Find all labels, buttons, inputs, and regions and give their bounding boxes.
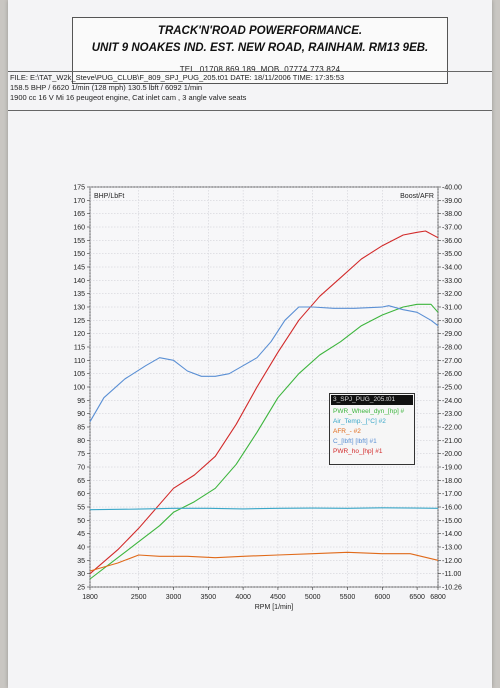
y2-tick-label: -39.00 xyxy=(442,197,462,205)
x-tick-label: 4500 xyxy=(270,594,286,601)
y2-tick-label: -33.00 xyxy=(442,277,462,285)
y2-tick-label: -35.00 xyxy=(442,251,462,259)
y2-tick-label: -20.00 xyxy=(442,451,462,459)
y-tick-label: 35 xyxy=(77,557,85,565)
legend-title: 3_SPJ_PUG_205.t01 xyxy=(331,395,413,405)
y2-tick-label: -22.00 xyxy=(442,424,462,432)
run-engine-line: 1900 cc 16 V Mi 16 peugeot engine, Cat inlet cam , 3 angle valve seats xyxy=(10,93,247,102)
y2-tick-label: -32.00 xyxy=(442,291,462,299)
company-name: TRACK'N'ROAD POWERFORMANCE. xyxy=(157,25,363,37)
y2-tick-label: -21.00 xyxy=(442,437,462,445)
y-tick-label: 45 xyxy=(77,531,85,539)
y2-tick-label: -19.00 xyxy=(442,464,462,472)
y2-tick-label: -38.00 xyxy=(442,211,462,219)
y-tick-label: 55 xyxy=(77,504,85,512)
x-tick-label: 2500 xyxy=(130,594,147,601)
y2-tick-label: -29.00 xyxy=(442,331,462,339)
x-tick-label: 3000 xyxy=(165,594,182,601)
legend-item-afr: AFR_- #2 xyxy=(333,428,361,435)
company-phone: TEL. 01708 869 189. MOB. 07774 773 824 xyxy=(179,65,341,74)
y-tick-label: 40 xyxy=(77,544,85,552)
y-tick-label: 100 xyxy=(73,384,85,392)
y-tick-label: 30 xyxy=(77,571,85,579)
y-tick-label: 125 xyxy=(73,317,85,325)
legend-item-air-temp: Air_Temp._[°C] #2 xyxy=(333,418,386,425)
y-tick-label: 130 xyxy=(73,304,85,312)
legend-item-torque: C_[lbft] [lbft] #1 xyxy=(333,438,377,445)
y-tick-label: 115 xyxy=(73,344,85,352)
y2-tick-label: -17.00 xyxy=(442,491,462,499)
y2-tick-label: -12.00 xyxy=(442,557,462,565)
y2-tick-label: -40.00 xyxy=(442,184,462,192)
y-tick-label: 135 xyxy=(73,291,85,299)
y-tick-label: 110 xyxy=(73,357,85,365)
y-axis-label: BHP/LbFt xyxy=(94,193,125,200)
y-tick-label: 60 xyxy=(77,491,85,499)
y2-tick-label: -15.00 xyxy=(442,517,462,525)
y2-tick-label: -18.00 xyxy=(442,477,462,485)
x-axis-label: RPM [1/min] xyxy=(254,604,294,611)
y-tick-label: 140 xyxy=(73,277,85,285)
y-tick-label: 95 xyxy=(77,397,85,405)
y-tick-label: 165 xyxy=(73,211,85,219)
y-tick-label: 90 xyxy=(77,411,85,419)
y2-tick-label: -30.00 xyxy=(442,317,462,325)
y2-tick-label: -27.00 xyxy=(442,357,462,365)
legend xyxy=(329,393,415,465)
y2-axis-label: Boost/AFR xyxy=(400,193,434,200)
y2-tick-label: -10.26 xyxy=(442,584,462,592)
y-tick-label: 25 xyxy=(77,584,85,592)
y-tick-label: 70 xyxy=(77,464,85,472)
y2-tick-label: -34.00 xyxy=(442,264,462,272)
y-tick-label: 160 xyxy=(73,224,85,232)
y2-tick-label: -11.00 xyxy=(442,571,462,579)
x-tick-label: 6000 xyxy=(374,594,391,601)
x-tick-label: 5500 xyxy=(339,594,356,601)
y2-tick-label: -28.00 xyxy=(442,344,462,352)
y2-tick-label: -25.00 xyxy=(442,384,462,392)
y2-tick-label: -16.00 xyxy=(442,504,462,512)
run-result-line: 158.5 BHP / 6620 1/min (128 mph) 130.5 lbft / 6092 1/min xyxy=(10,83,203,92)
y-tick-label: 155 xyxy=(73,237,85,245)
y-tick-label: 120 xyxy=(73,331,85,339)
y2-tick-label: -31.00 xyxy=(442,304,462,312)
y2-tick-label: -36.00 xyxy=(442,237,462,245)
company-address: UNIT 9 NOAKES IND. EST. NEW ROAD, RAINHAM. RM13 9EB. xyxy=(91,42,429,54)
y-tick-label: 75 xyxy=(77,451,85,459)
y-tick-label: 85 xyxy=(77,424,85,432)
run-file-line: FILE: E:\TAT_W2k_Steve\PUG_CLUB\F_809_SPJ_PUG_205.t01 DATE: 18/11/2006 TIME: 17:35:53 xyxy=(10,73,345,82)
legend-item-wheel-power: PWR_Wheel_dyn_[hp] # xyxy=(333,408,405,415)
y-tick-label: 150 xyxy=(73,251,85,259)
y-tick-label: 170 xyxy=(73,197,85,205)
y-tick-label: 175 xyxy=(73,184,85,192)
y2-tick-label: -37.00 xyxy=(442,224,462,232)
x-tick-label: 4000 xyxy=(235,594,251,601)
y2-tick-label: -23.00 xyxy=(442,411,462,419)
y-tick-label: 80 xyxy=(77,437,85,445)
y2-tick-label: -13.00 xyxy=(442,544,462,552)
x-tick-label: 6800 xyxy=(430,594,446,601)
y-tick-label: 145 xyxy=(73,264,85,272)
x-tick-label: 5000 xyxy=(304,594,321,601)
y-tick-label: 105 xyxy=(73,371,85,379)
legend-item-power-ho: PWR_ho_[hp] #1 xyxy=(333,448,383,455)
x-tick-label: 6500 xyxy=(409,594,425,601)
y-tick-label: 50 xyxy=(77,517,85,525)
y2-tick-label: -26.00 xyxy=(442,371,462,379)
y2-tick-label: -24.00 xyxy=(442,397,462,405)
y-tick-label: 65 xyxy=(77,477,85,485)
x-tick-label: 1800 xyxy=(82,594,98,601)
y2-tick-label: -14.00 xyxy=(442,531,462,539)
x-tick-label: 3500 xyxy=(200,594,217,601)
